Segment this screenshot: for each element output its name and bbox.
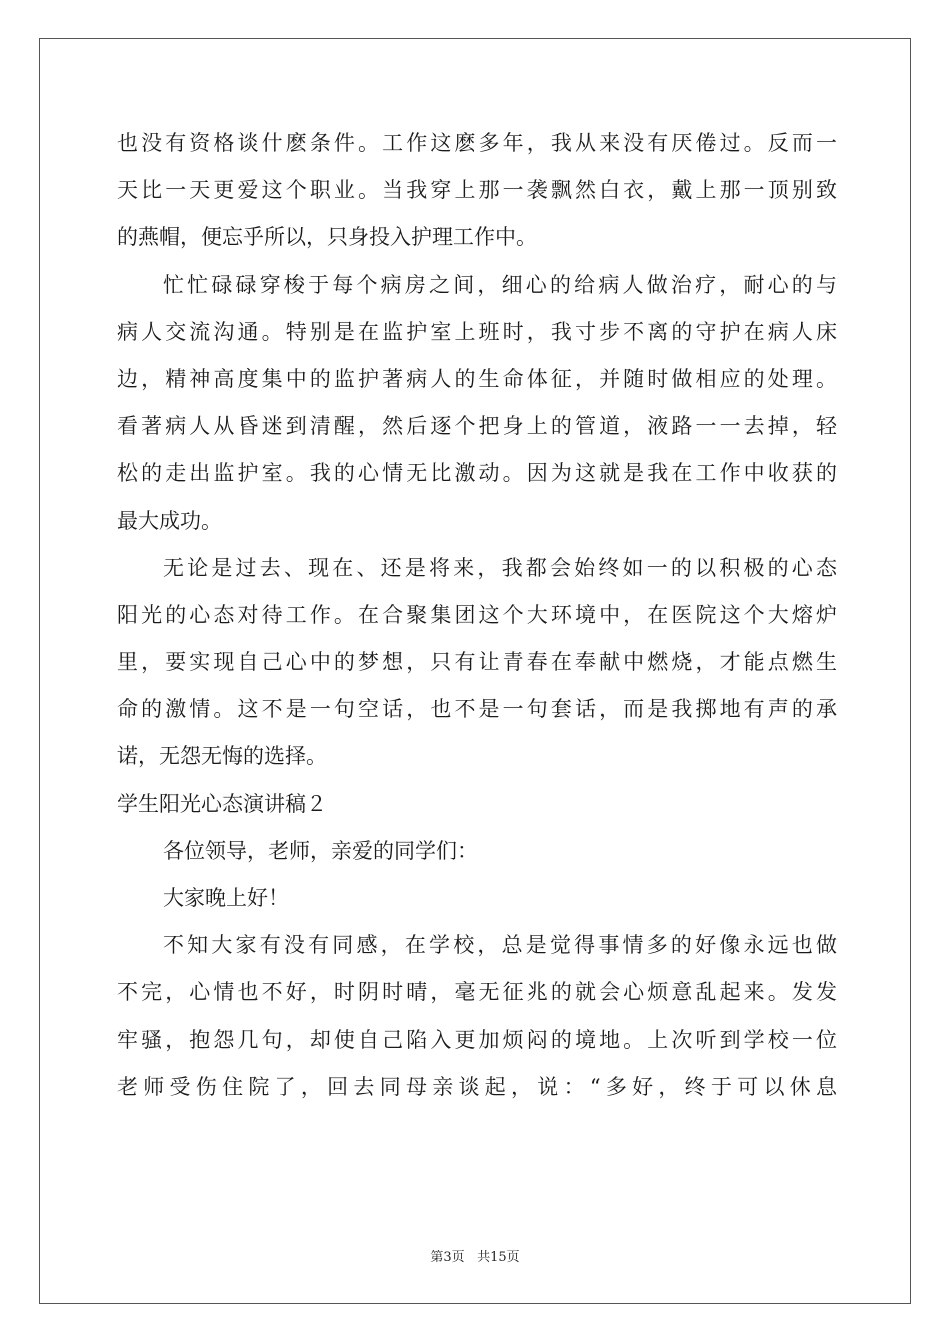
text-line: 看著病人从昏迷到清醒，然后逐个把身上的管道，液路一一去掉，轻 — [117, 414, 837, 439]
text-line: 阳光的心态对待工作。在合聚集团这个大环境中，在医院这个大熔炉 — [117, 602, 837, 627]
text-line: 天比一天更爱这个职业。当我穿上那一袭飘然白衣，戴上那一顶别致 — [117, 178, 837, 203]
document-body — [117, 120, 837, 1111]
text-line: 病人交流沟通。特别是在监护室上班时，我寸步不离的守护在病人床 — [117, 319, 837, 344]
text-line: 不知大家有没有同感，在学校，总是觉得事情多的好像永远也做 — [163, 933, 837, 958]
text-line: 各位领导，老师，亲爱的同学们： — [163, 838, 478, 863]
text-line: 老师受伤住院了，回去同母亲谈起，说：“多好，终于可以休息 — [117, 1074, 837, 1099]
text-line: 学生阳光心态演讲稿２ — [117, 791, 327, 816]
text-line: 大家晚上好！ — [163, 886, 289, 910]
text-line: 忙忙碌碌穿梭于每个病房之间，细心的给病人做治疗，耐心的与 — [163, 272, 837, 297]
text-line: 最大成功。 — [117, 508, 222, 533]
page-total: 共15页 — [477, 1250, 520, 1265]
text-line: 命的激情。这不是一句空话，也不是一句套话，而是我掷地有声的承 — [117, 697, 837, 722]
text-line: 无论是过去、现在、还是将来，我都会始终如一的以积极的心态 — [163, 555, 837, 580]
text-line: 的燕帽，便忘乎所以，只身投入护理工作中。 — [117, 225, 537, 250]
text-line: 也没有资格谈什麽条件。工作这麽多年，我从来没有厌倦过。反而一 — [117, 131, 837, 155]
page-number: 第3页 — [430, 1250, 465, 1265]
text-line: 边，精神高度集中的监护著病人的生命体征，并随时做相应的处理。 — [117, 366, 837, 391]
text-line: 里，要实现自己心中的梦想，只有让青春在奉献中燃烧，才能点燃生 — [117, 650, 837, 675]
text-line: 松的走出监护室。我的心情无比激动。因为这就是我在工作中收获的 — [117, 461, 837, 486]
text-line: 牢骚，抱怨几句，却使自己陷入更加烦闷的境地。上次听到学校一位 — [117, 1027, 837, 1052]
text-line: 诺，无怨无悔的选择。 — [117, 744, 327, 769]
text-line: 不完，心情也不好，时阴时晴，毫无征兆的就会心烦意乱起来。发发 — [117, 980, 837, 1005]
page-footer — [0, 1246, 950, 1265]
